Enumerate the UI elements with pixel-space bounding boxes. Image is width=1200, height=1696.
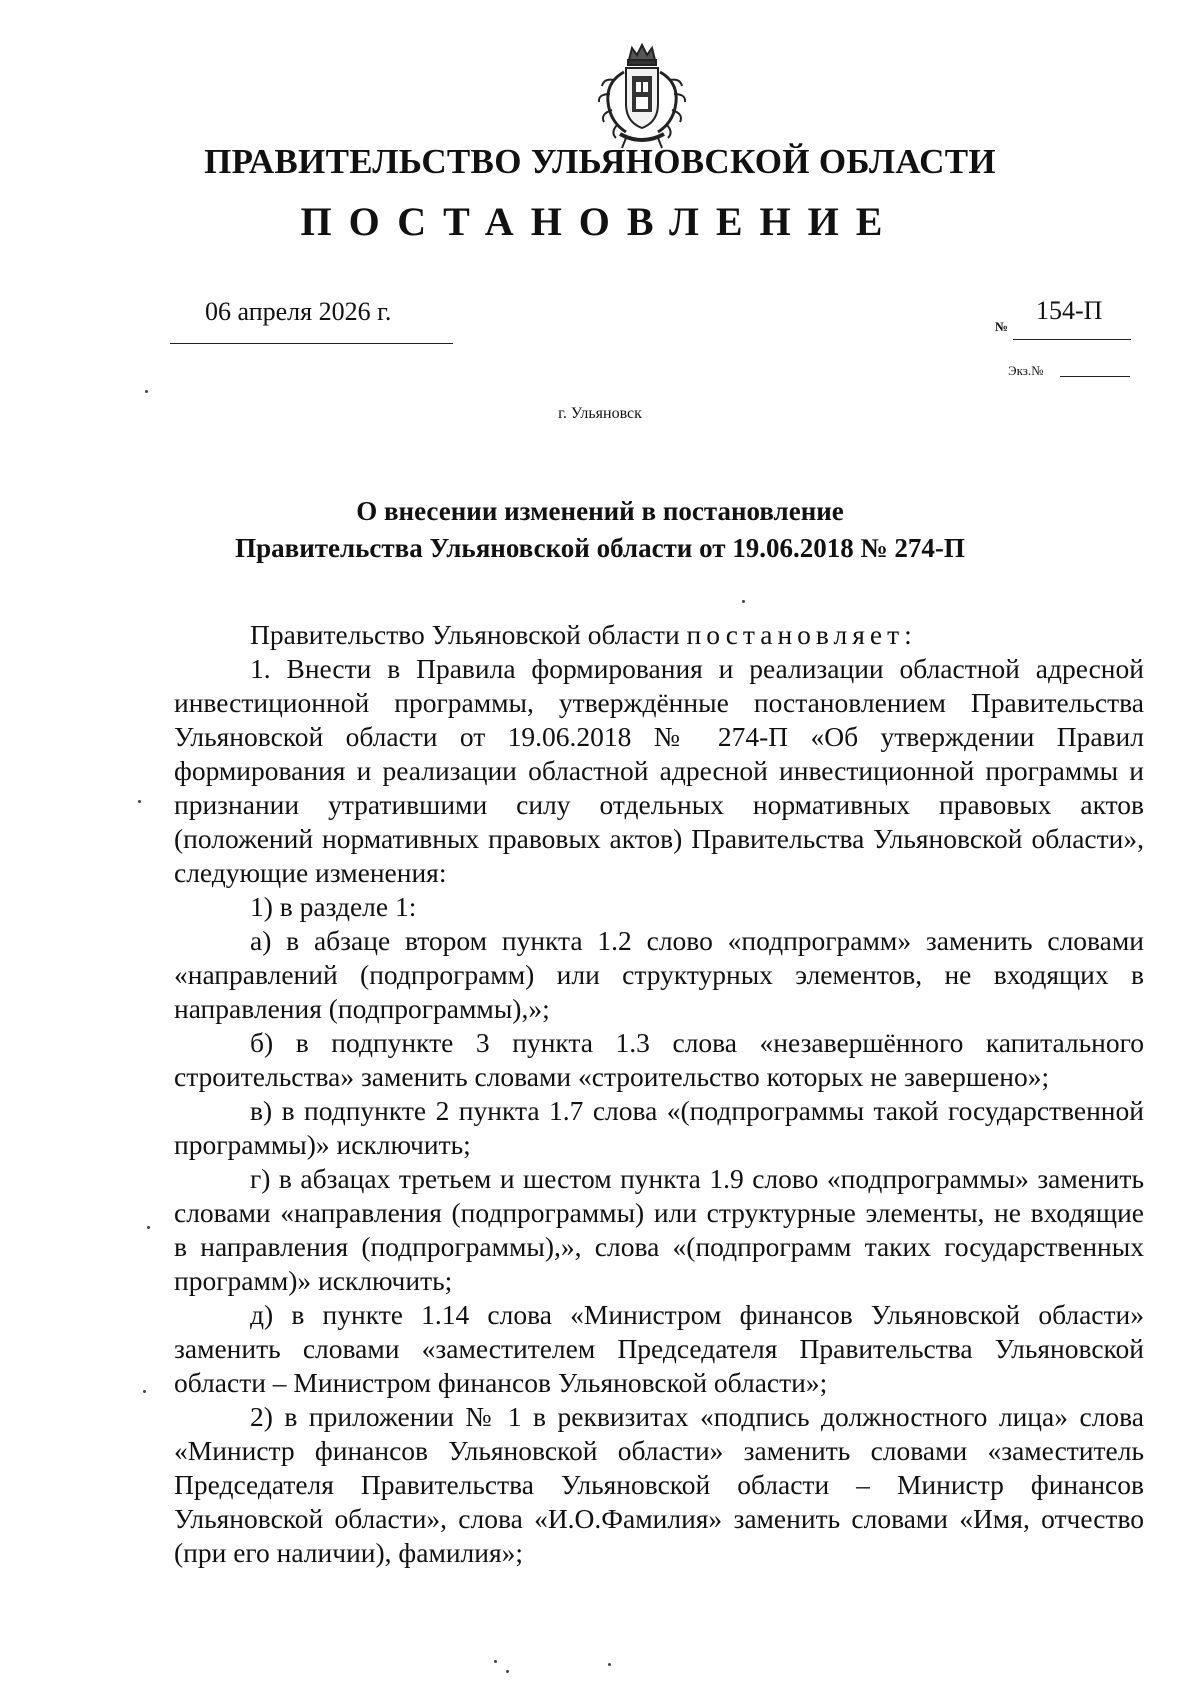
government-title: ПРАВИТЕЛЬСТВО УЛЬЯНОВСКОЙ ОБЛАСТИ [204, 142, 996, 181]
scan-speck [147, 1226, 150, 1229]
intro-verb: постановляет: [686, 619, 917, 650]
document-type-heading: ПОСТАНОВЛЕНИЕ [300, 199, 900, 244]
date-underline [170, 343, 453, 344]
subject-line-1: О внесении изменений в постановление [356, 496, 844, 526]
intro-subject: Правительство Ульяновской области [250, 619, 680, 650]
city-label: г. Ульяновск [558, 405, 642, 422]
body-paragraph: а) в абзаце втором пункта 1.2 слово «подпрограмм» заменить словами «направлений (подпрограмм) или структурных элементов, не входящих в направления (подпрограммы),»; [174, 925, 1144, 1024]
intro-paragraph [174, 618, 1144, 652]
body-paragraph: 2) в приложении № 1 в реквизитах «подпись должностного лица» слова «Министр финансов Ульяновской области» заменить словами «заместитель Председателя Правительства Ульяновской области – Министр финансов Ульяновской области», слова «И.О.Фамилия» заменить словами «Имя, отчество (при его наличии), фамилия»; [174, 1401, 1144, 1568]
scan-speck [608, 1663, 611, 1666]
scan-speck [494, 1660, 497, 1663]
coat-of-arms-emblem [596, 42, 688, 152]
subject-line-2: Правительства Ульяновской области от 19.06.2018 № 274-П [235, 533, 965, 563]
body-paragraph: 1. Внести в Правила формирования и реализации областной адресной инвестиционной программы, утверждённые постановлением Правительства Ульяновской области от 19.06.2018 № 274-П «Об утверждении Правил формирования и реализации областной адресной инвестиционной программы и признании утратившими силу отдельных нормативных правовых актов (положений нормативных правовых актов) Правительства Ульяновской области», следующие изменения: [174, 653, 1144, 888]
document-number: 154-П [1036, 296, 1103, 325]
body-paragraph: д) в пункте 1.14 слова «Министром финансов Ульяновской области» заменить словами «заместителем Председателя Правительства Ульяновской области – Министром финансов Ульяновской области»; [174, 1299, 1144, 1398]
body-paragraph: 1) в разделе 1: [250, 891, 417, 922]
copy-number-label: Экз.№ [1008, 363, 1044, 378]
copy-number-underline [1060, 376, 1130, 377]
body-paragraph: б) в подпункте 3 пункта 1.3 слова «незавершённого капитального строительства» заменить словами «строительство которых не завершено»; [174, 1027, 1144, 1092]
number-underline [1013, 339, 1131, 340]
body-paragraph: в) в подпункте 2 пункта 1.7 слова «(подпрограммы такой государственной программы)» исключить; [174, 1095, 1144, 1160]
scan-speck [145, 390, 148, 393]
scan-speck [143, 1390, 146, 1393]
document-date: 06 апреля 2026 г. [205, 297, 392, 326]
scan-speck [138, 800, 141, 803]
scan-speck [742, 600, 745, 603]
document-subject [0, 493, 1200, 567]
number-label: № [995, 319, 1009, 334]
body-paragraph: г) в абзацах третьем и шестом пункта 1.9 слово «подпрограммы» заменить словами «направления (подпрограммы) или структурные элементы, не входящие в направления (подпрограммы),», слова «(подпрограмм таких государственных программ)» исключить; [174, 1163, 1144, 1296]
scan-speck [506, 1670, 509, 1673]
document-body [174, 618, 1144, 1570]
